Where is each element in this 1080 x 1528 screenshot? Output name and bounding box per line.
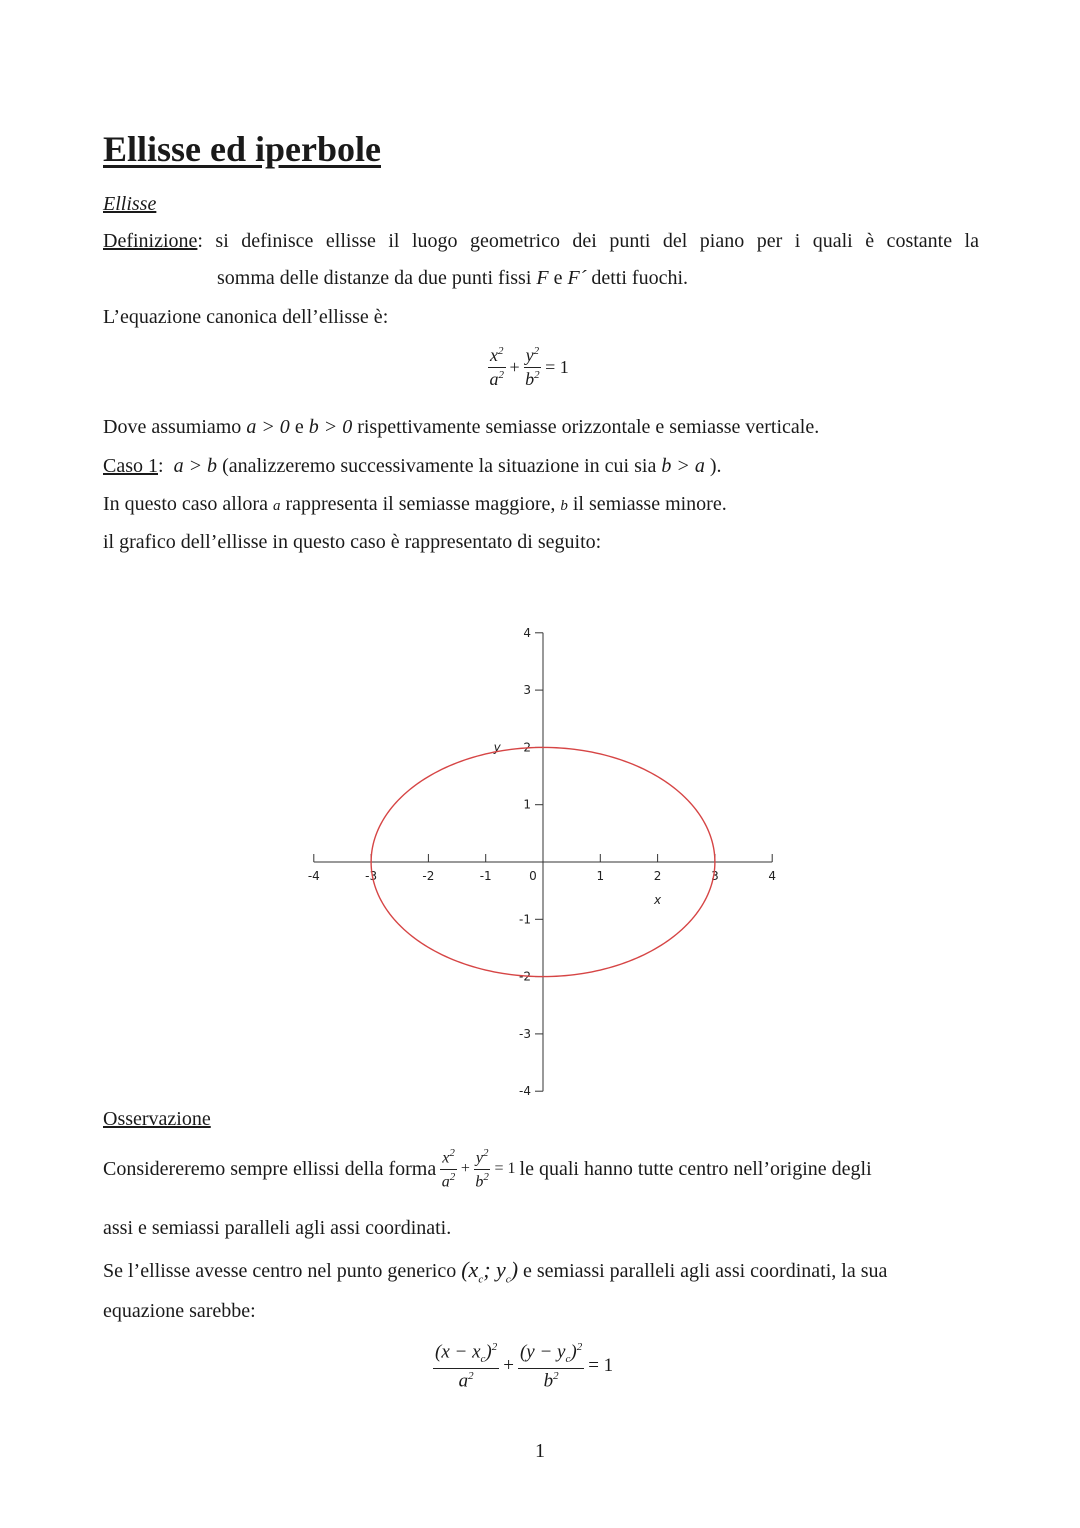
x-tick-label: 3 [711, 869, 719, 883]
inline-canonical-equation: $\frac{x^2}{a^2}$ + $\frac{y^2}{b^2}$ = 1 [441, 1147, 516, 1191]
definition-label: Definizione [103, 230, 198, 252]
x-tick-label: 2 [653, 869, 662, 883]
x-tick-label: -4 [307, 869, 320, 883]
page-number: 1 [535, 1440, 545, 1462]
osservazione-heading: Osservazione [103, 1108, 211, 1130]
x-tick-label: -2 [422, 869, 435, 883]
caso-1-label: Caso 1 [103, 455, 158, 477]
y-tick-label: 1 [523, 797, 531, 812]
y-tick-label: -2 [519, 969, 531, 984]
grafico-intro: il grafico dell’ellisse in questo caso è rappresentato di seguito: [103, 531, 602, 553]
fraction-y-translated: $\frac{(y - y_c)^2}{b^2}$ [519, 1341, 583, 1392]
section-heading: Ellisse [103, 193, 157, 215]
in-questo-line: In questo caso allora a rappresenta il semiasse maggiore, b il semiasse minore. [103, 493, 727, 515]
x-tick-label: 4 [768, 869, 777, 883]
equazione-sarebbe: equazione sarebbe: [103, 1300, 256, 1322]
definition-text-3: detti fuochi. [586, 267, 689, 289]
definition-line-1 [103, 230, 979, 253]
se-line: Se l’ellisse avesse centro nel punto generico ($x_c$; $y_c$) e semiassi paralleli agli assi coordinati, la sua [103, 1257, 888, 1286]
plus-sign: + [509, 356, 520, 377]
considereremo-line: Considereremo sempre ellissi della forma $\frac{x^2}{a^2}$ + $\frac{y^2}{b^2}$ = 1 le quali hanno tutte centro nell’origine degli [103, 1147, 872, 1191]
y-axis-label: y [493, 740, 501, 755]
equals-one: = 1 [545, 356, 569, 377]
focus-F-prime: F´ [567, 267, 587, 289]
dove-line: Dove assumiamo a > 0 e b > 0 rispettivamente semiasse orizzontale e semiasse verticale. [103, 416, 820, 438]
fraction-y: $\frac{y^2}{b^2}$ [525, 345, 540, 389]
conj-e: e [548, 267, 568, 289]
x-tick-label: -3 [365, 869, 378, 883]
fraction-x: $\frac{x^2}{a^2}$ [489, 345, 504, 389]
y-tick-label: -3 [519, 1026, 531, 1041]
definition-text-2: somma delle distanze da due punti fissi [217, 267, 537, 289]
x-tick-label: 1 [596, 869, 605, 883]
x-tick-label: -1 [479, 869, 492, 883]
y-tick-label: -1 [519, 912, 531, 927]
canonical-equation [488, 346, 569, 388]
definition-text: : si definisce ellisse il luogo geometrico dei punti del piano per i quali è costante la [197, 230, 979, 252]
caso-1-line: Caso 1: a > b (analizzeremo successivamente la situazione in cui sia b > a ). [103, 455, 722, 477]
definition-line-2 [217, 267, 688, 290]
considereremo-line-2: assi e semiassi paralleli agli assi coordinati. [103, 1217, 452, 1239]
translated-equation: $\frac{(x - x_c)^2}{a^2}$ + $\frac{(y - y_c)^2}{b^2}$ = 1 [435, 1341, 614, 1392]
x-tick-label: 0 [529, 869, 537, 883]
y-tick-label: 3 [523, 683, 531, 698]
focus-F: F [536, 267, 549, 289]
y-tick-label: 2 [523, 740, 531, 755]
canonical-intro: L’equazione canonica dell’ellisse è: [103, 306, 389, 328]
x-axis-label: x [654, 893, 662, 907]
fraction-x-translated: $\frac{(x - x_c)^2}{a^2}$ [435, 1341, 498, 1392]
y-tick-label: -4 [519, 1084, 531, 1099]
ellipse-plot [290, 600, 800, 1100]
y-tick-label: 4 [523, 625, 531, 640]
page-title: Ellisse ed iperbole [103, 129, 381, 169]
